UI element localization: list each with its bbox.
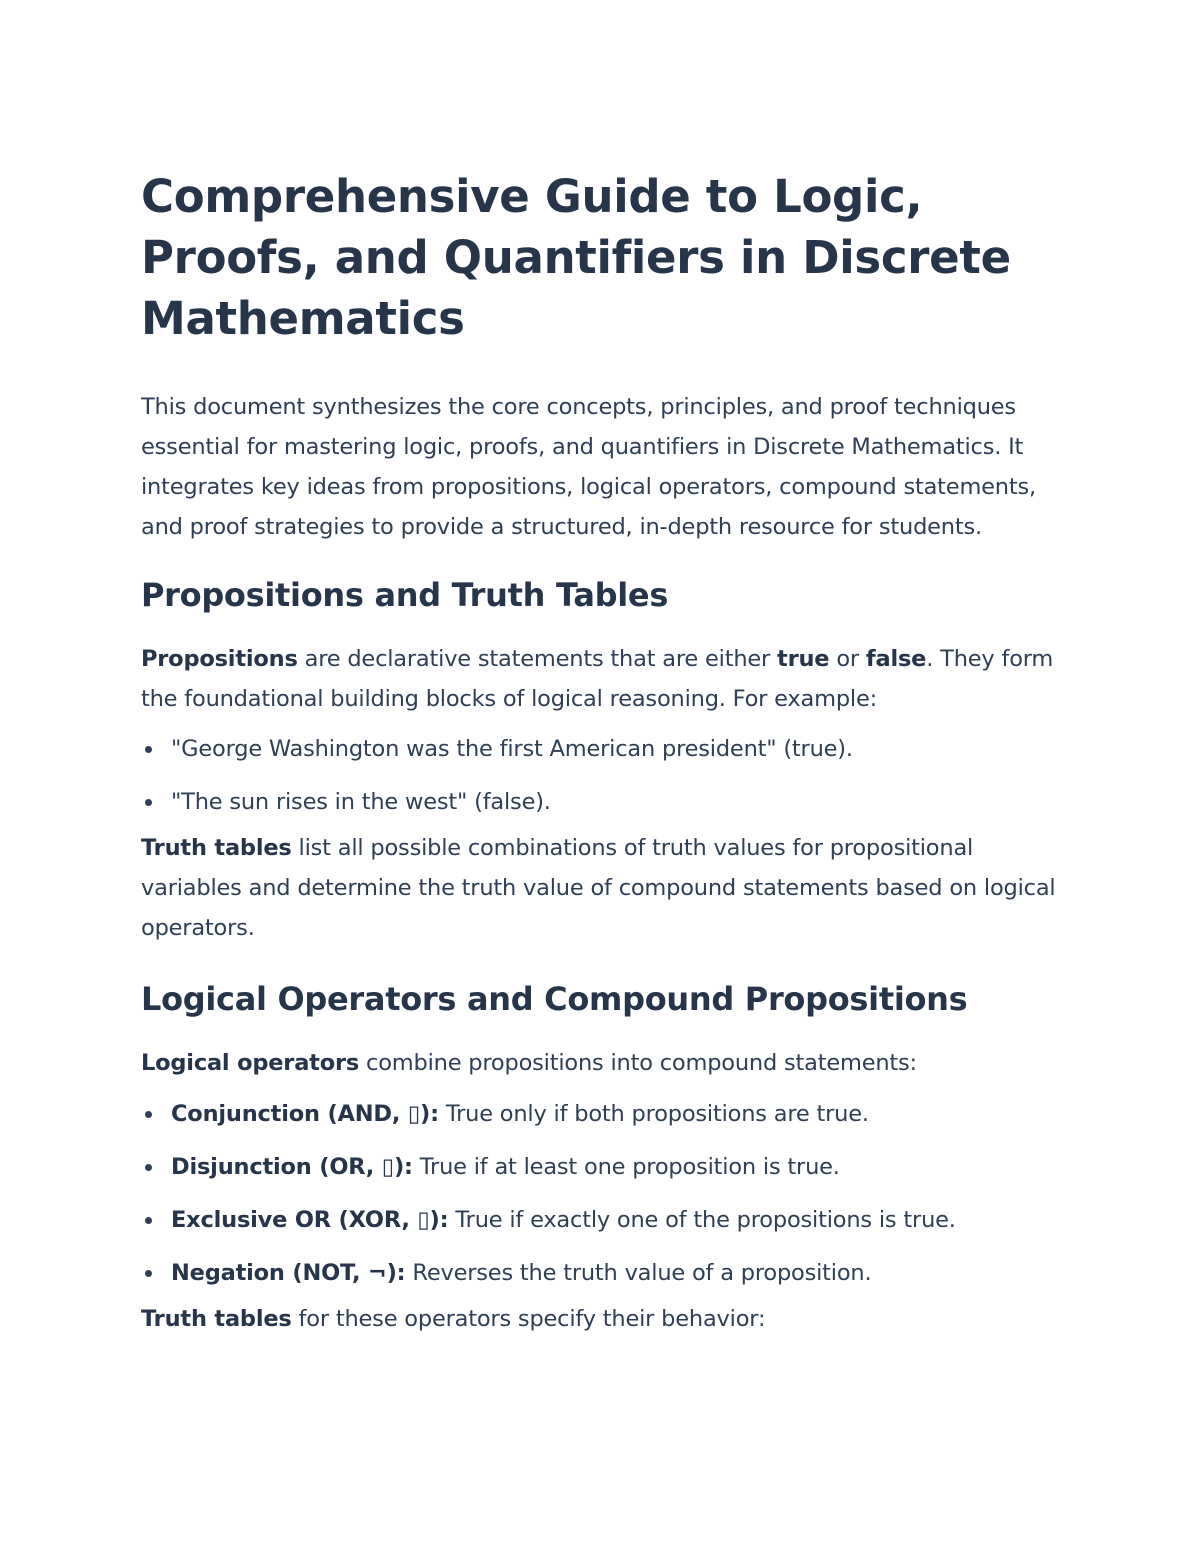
list-item: Disjunction (OR, ▯): True if at least one proposition is true. [141,1147,1060,1187]
logical-operators-paragraph: Logical operators combine propositions into compound statements: [141,1050,917,1076]
term-logical-operators: Logical operators [141,1050,360,1076]
section-heading-logical-operators: Logical Operators and Compound Propositions [141,980,968,1018]
examples-list [141,729,1060,822]
document-title: Comprehensive Guide to Logic, Proofs, and Quantifiers in Discrete Mathematics [141,170,1011,345]
term-truth-tables: Truth tables [141,1306,292,1332]
propositions-definition: Propositions are declarative statements that are either true or false. They form the foundational building blocks of logical reasoning. For example: [141,646,1054,712]
term-truth-tables: Truth tables [141,835,292,861]
term-false: false [865,646,927,672]
list-item: "George Washington was the first American president" (true). [141,729,1060,769]
intro-paragraph: This document synthesizes the core concepts, principles, and proof techniques essential for mastering logic, proofs, and quantifiers in Discrete Mathematics. It integrates key ideas from propositions, logical operators, compound statements, and proof strategies to provide a structured, in-depth resource for students. [141,394,1036,540]
list-item: Exclusive OR (XOR, ▯): True if exactly one of the propositions is true. [141,1200,1060,1240]
section-heading-propositions: Propositions and Truth Tables [141,576,669,614]
list-item: "The sun rises in the west" (false). [141,782,1060,822]
operators-list [141,1094,1060,1293]
term-true: true [777,646,830,672]
operator-truth-tables-paragraph: Truth tables for these operators specify their behavior: [141,1306,766,1332]
list-item: Conjunction (AND, ▯): True only if both propositions are true. [141,1094,1060,1134]
term-propositions: Propositions [141,646,298,672]
truth-tables-paragraph: Truth tables list all possible combinations of truth values for propositional variables and determine the truth value of compound statements based on logical operators. [141,835,1056,941]
list-item: Negation (NOT, ¬): Reverses the truth value of a proposition. [141,1253,1060,1293]
